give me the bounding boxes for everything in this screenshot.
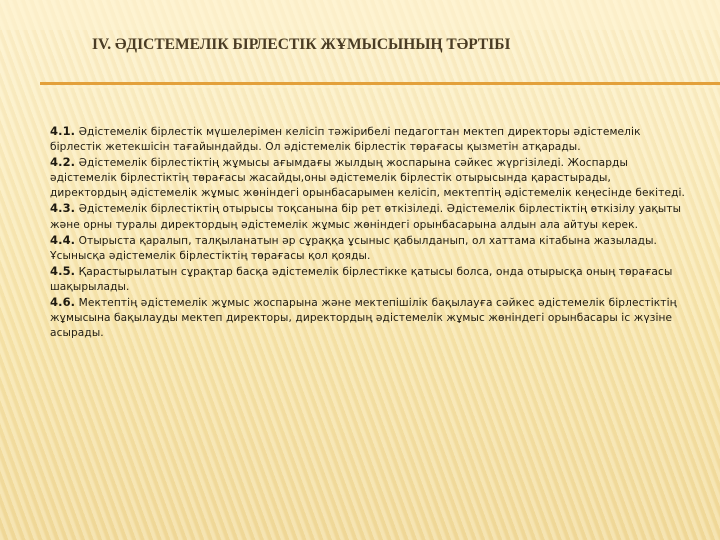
paragraph-number: 4.1. bbox=[50, 124, 76, 138]
paragraph-text: Әдістемелік бірлестік мүшелерімен келісіп тәжірибелі педагогтан мектеп директоры әдістемелік бірлестік жетекшісін тағайындайды. Ол әдістемелік бірлестік төрағасы қызметін атқарады. bbox=[50, 126, 641, 154]
paragraph-text: Отырыста қаралып, талқыланатын әр сұраққа ұсыныс қабылданып, ол хаттама кітабына жазылады. Ұсынысқа әдістемелік бірлестіктің төрағасы қол қояды. bbox=[50, 234, 658, 262]
paragraph-number: 4.4. bbox=[50, 232, 76, 247]
slide-body bbox=[50, 124, 690, 341]
paragraph-4-4 bbox=[50, 233, 690, 264]
paragraph-number: 4.3. bbox=[50, 201, 76, 216]
paragraph-number: 4.6. bbox=[50, 295, 76, 310]
paragraph-4-6 bbox=[50, 295, 690, 341]
paragraph-text: Мектептің әдістемелік жұмыс жоспарына және мектепішілік бақылауға сәйкес әдістемелік бірлестіктің жұмысына бақылауды мектеп директоры, директордың әдістемелік жұмыс жөніндегі орынбасары іс жүзіне асырады. bbox=[50, 297, 677, 340]
paragraph-4-2 bbox=[50, 155, 690, 201]
paragraph-4-3 bbox=[50, 201, 690, 232]
paragraph-text: Әдістемелік бірлестіктің жұмысы ағымдағы жылдың жоспарына сәйкес жүргізіледі. Жоспарды әдістемелік бірлестіктің төрағасы жасайды,оны әдістемелік бірлестік отырысында қарастырады, директордың әдістемелік жұмыс жөніндегі орынбасарымен келісіп, мектептің әдістемелік кеңесінде бекітеді. bbox=[50, 157, 686, 200]
top-band bbox=[0, 0, 720, 30]
paragraph-text: Әдістемелік бірлестіктің отырысы тоқсанына бір рет өткізіледі. Әдістемелік бірлестіктің өткізілу уақыты және орны туралы директордың әдістемелік жұмыс жөніндегі орынбасарына алдын ала айтуы керек. bbox=[50, 203, 682, 231]
title-divider bbox=[40, 82, 720, 85]
title-divider-highlight bbox=[40, 86, 720, 88]
paragraph-text: Қарастырылатын сұрақтар басқа әдістемелік бірлестікке қатысы болса, онда отырысқа оның төрағасы шақырылады. bbox=[50, 265, 673, 293]
paragraph-number: 4.2. bbox=[50, 155, 76, 170]
paragraph-4-1 bbox=[50, 124, 690, 155]
slide-title: IV. ӘДІСТЕМЕЛІК БІРЛЕСТІК ЖҰМЫСЫНЫҢ ТӘРТІБІ bbox=[92, 36, 511, 53]
paragraph-number: 4.5. bbox=[50, 263, 76, 278]
paragraph-4-5 bbox=[50, 264, 690, 295]
